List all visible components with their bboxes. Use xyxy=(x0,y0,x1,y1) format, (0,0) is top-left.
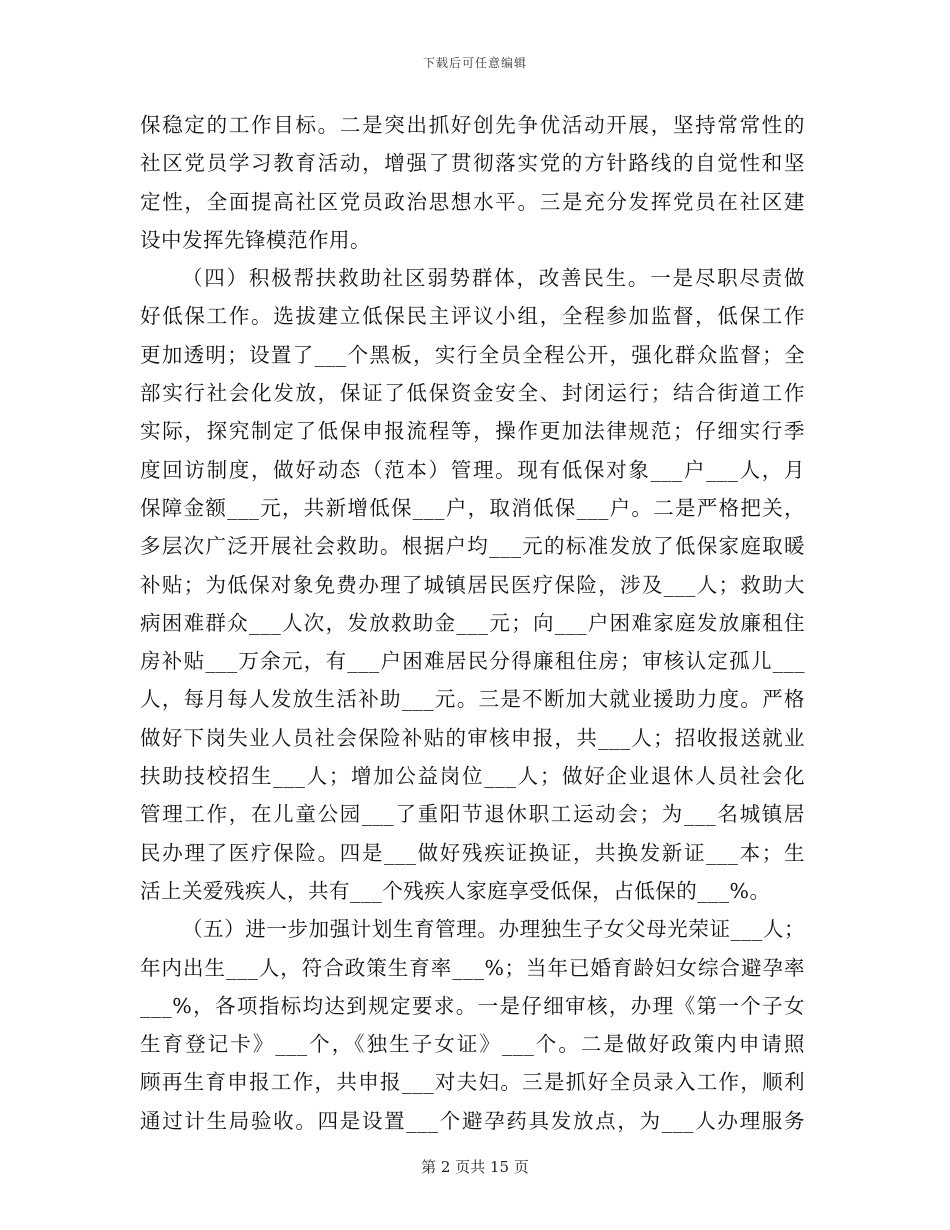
text-line: 扶助技校招生___人；增加公益岗位___人；做好企业退休人员社会化 xyxy=(140,764,805,789)
text-line: 做好下岗失业人员社会保险补贴的审核申报，共___人；招收报送就业 xyxy=(140,725,805,750)
text-line: 顾再生育申报工作，共申报___对夫妇。三是抓好全员录入工作，顺利 xyxy=(140,1070,805,1095)
text-line: 保稳定的工作目标。二是突出抓好创先争优活动开展，坚持常常性的 xyxy=(140,113,805,137)
text-line: 年内出生___人，符合政策生育率___%；当年已婚育龄妇女综合避孕率 xyxy=(140,955,805,980)
text-line: 好低保工作。选拔建立低保民主评议小组，全程参加监督，低保工作 xyxy=(140,304,805,329)
text-line: ___%，各项指标均达到规定要求。一是仔细审核，办理《第一个子女 xyxy=(140,993,805,1018)
text-line: 活上关爱残疾人，共有___个残疾人家庭享受低保，占低保的___%。 xyxy=(140,878,771,903)
text-line: 房补贴___万余元，有___户困难居民分得廉租住房；审核认定孤儿___ xyxy=(140,649,805,674)
text-line: 多层次广泛开展社会救助。根据户均___元的标准发放了低保家庭取暖 xyxy=(140,534,805,559)
text-line: 民办理了医疗保险。四是___做好残疾证换证，共换发新证___本；生 xyxy=(140,840,805,865)
text-line: 人，每月每人发放生活补助___元。三是不断加大就业援助力度。严格 xyxy=(140,687,805,712)
text-line: 通过计生局验收。四是设置___个避孕药具发放点，为___人办理服务 xyxy=(140,1108,805,1133)
document-body xyxy=(140,106,805,1140)
page-header: 下载后可任意编辑 xyxy=(422,56,527,70)
text-line: 实际，探究制定了低保申报流程等，操作更加法律规范；仔细实行季 xyxy=(140,419,805,444)
text-line: （四）积极帮扶救助社区弱势群体，改善民生。一是尽职尽责做 xyxy=(182,266,805,291)
text-line: 补贴；为低保对象免费办理了城镇居民医疗保险，涉及___人；救助大 xyxy=(140,572,805,597)
text-line: 病困难群众___人次，发放救助金___元；向___户困难家庭发放廉租住 xyxy=(140,610,805,635)
text-line: （五）进一步加强计划生育管理。办理独生子女父母光荣证___人； xyxy=(182,917,805,942)
text-line: 生育登记卡》___个，《独生子女证》___个。二是做好政策内申请照 xyxy=(140,1032,805,1057)
text-line: 保障金额___元，共新增低保___户，取消低保___户。二是严格把关， xyxy=(140,495,805,520)
text-line: 更加透明；设置了___个黑板，实行全员全程公开，强化群众监督；全 xyxy=(140,342,805,367)
text-line: 设中发挥先锋模范作用。 xyxy=(140,227,371,252)
page-number-footer: 第 2 页共 15 页 xyxy=(421,1158,529,1176)
text-line: 定性，全面提高社区党员政治思想水平。三是充分发挥党员在社区建 xyxy=(140,189,805,214)
text-line: 度回访制度，做好动态（范本）管理。现有低保对象___户___人，月 xyxy=(140,457,805,482)
text-line: 部实行社会化发放，保证了低保资金安全、封闭运行；结合街道工作 xyxy=(140,381,805,406)
text-line: 管理工作，在儿童公园___了重阳节退休职工运动会；为___名城镇居 xyxy=(140,802,805,827)
text-line: 社区党员学习教育活动，增强了贯彻落实党的方针路线的自觉性和坚 xyxy=(140,151,805,176)
